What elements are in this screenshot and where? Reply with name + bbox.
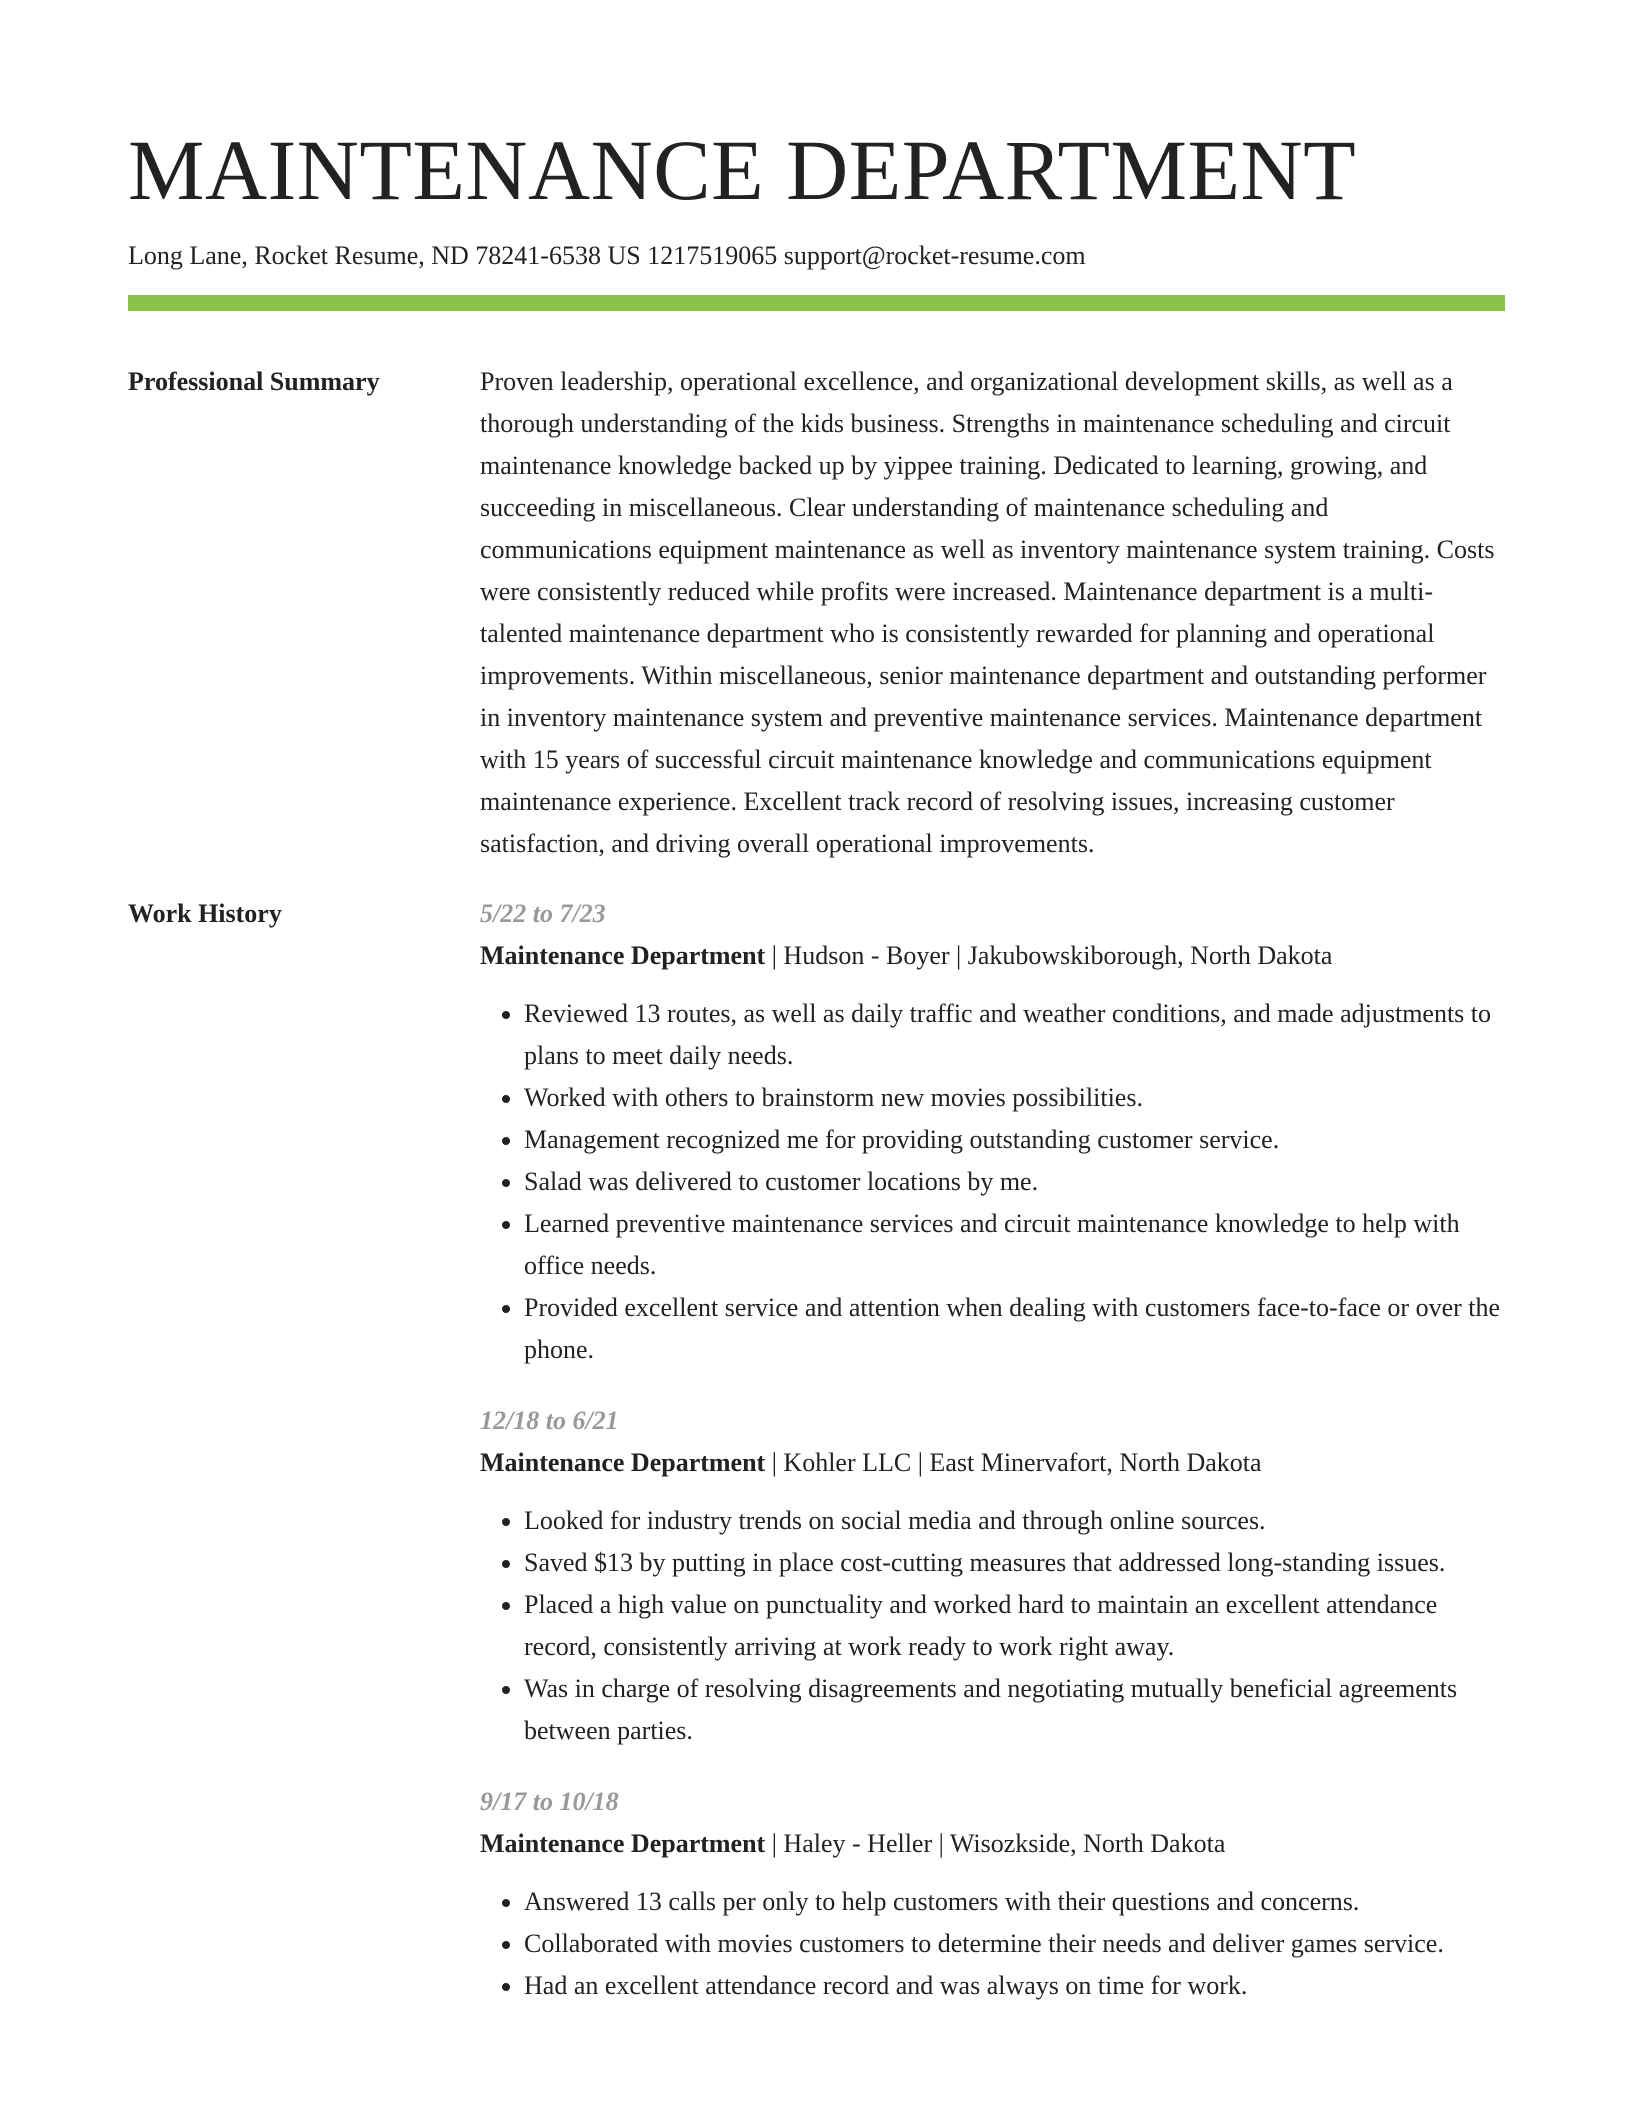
job-title: Maintenance Department (480, 1829, 766, 1858)
job-entry (480, 893, 1505, 1371)
job-details: | Kohler LLC | East Minervafort, North Dakota (765, 1448, 1262, 1477)
job-dates: 9/17 to 10/18 (480, 1787, 619, 1816)
job-bullet: • Saved $13 by putting in place cost-cutting measures that addressed long-standing issues. (524, 1542, 1505, 1584)
job-entry (480, 1781, 1505, 2007)
header-divider (128, 295, 1505, 311)
job-bullet: • Management recognized me for providing outstanding customer service. (524, 1119, 1505, 1161)
job-bullet: • Answered 13 calls per only to help customers with their questions and concerns. (524, 1881, 1505, 1923)
work-history-body (480, 893, 1505, 2036)
job-title-line (480, 1442, 1505, 1484)
section-label-work-history: Work History (128, 899, 282, 928)
job-bullet: • Worked with others to brainstorm new movies possibilities. (524, 1077, 1505, 1119)
job-bullet: • Was in charge of resolving disagreements and negotiating mutually beneficial agreements between parties. (524, 1668, 1505, 1752)
job-entry (480, 1400, 1505, 1752)
summary-text: Proven leadership, operational excellence, and organizational development skills, as well as a thorough understanding of the kids business. Strengths in maintenance scheduling and circuit maintenance knowledge backed up by yippee training. Dedicated to learning, growing, and succeeding in miscellaneous. Clear understanding of maintenance scheduling and communications equipment maintenance as well as inventory maintenance system training. Costs were consistently reduced while profits were increased. Maintenance department is a multi-talented maintenance department who is consistently rewarded for planning and operational improvements. Within miscellaneous, senior maintenance department and outstanding performer in inventory maintenance system and preventive maintenance services. Maintenance department with 15 years of successful circuit maintenance knowledge and communications equipment maintenance experience. Excellent track record of resolving issues, increasing customer satisfaction, and driving overall operational improvements. (480, 367, 1495, 858)
job-title-line (480, 935, 1505, 977)
job-dates: 5/22 to 7/23 (480, 899, 606, 928)
job-bullet-list (480, 1881, 1505, 2007)
job-title-line (480, 1823, 1505, 1865)
job-dates: 12/18 to 6/21 (480, 1406, 619, 1435)
contact-email: support@rocket-resume.com (783, 241, 1086, 270)
job-bullet: • Placed a high value on punctuality and worked hard to maintain an excellent attendance record, consistently arriving at work ready to work right away. (524, 1584, 1505, 1668)
contact-address: Long Lane, Rocket Resume, ND 78241-6538 US (128, 241, 641, 270)
work-history-section (128, 893, 1505, 2036)
job-bullet: • Salad was delivered to customer locations by me. (524, 1161, 1505, 1203)
resume-page (128, 0, 1505, 2036)
job-bullet: • Had an excellent attendance record and was always on time for work. (524, 1965, 1505, 2007)
job-bullet-list (480, 993, 1505, 1371)
job-bullet: • Learned preventive maintenance services and circuit maintenance knowledge to help with office needs. (524, 1203, 1505, 1287)
job-bullet-list (480, 1500, 1505, 1752)
job-bullet: • Reviewed 13 routes, as well as daily traffic and weather conditions, and made adjustments to plans to meet daily needs. (524, 993, 1505, 1077)
job-title: Maintenance Department (480, 1448, 766, 1477)
job-bullet: • Provided excellent service and attention when dealing with customers face-to-face or over the phone. (524, 1287, 1505, 1371)
contact-phone: 1217519065 (647, 241, 778, 270)
job-details: | Haley - Heller | Wisozkside, North Dakota (765, 1829, 1226, 1858)
job-details: | Hudson - Boyer | Jakubowskiborough, North Dakota (765, 941, 1333, 970)
section-label-summary: Professional Summary (128, 367, 380, 396)
resume-name: MAINTENANCE DEPARTMENT (128, 122, 1357, 218)
summary-body (480, 361, 1505, 865)
job-bullet: • Collaborated with movies customers to determine their needs and deliver games service. (524, 1923, 1505, 1965)
contact-line (128, 240, 1505, 272)
job-bullet: • Looked for industry trends on social media and through online sources. (524, 1500, 1505, 1542)
professional-summary-section (128, 361, 1505, 865)
job-title: Maintenance Department (480, 941, 766, 970)
